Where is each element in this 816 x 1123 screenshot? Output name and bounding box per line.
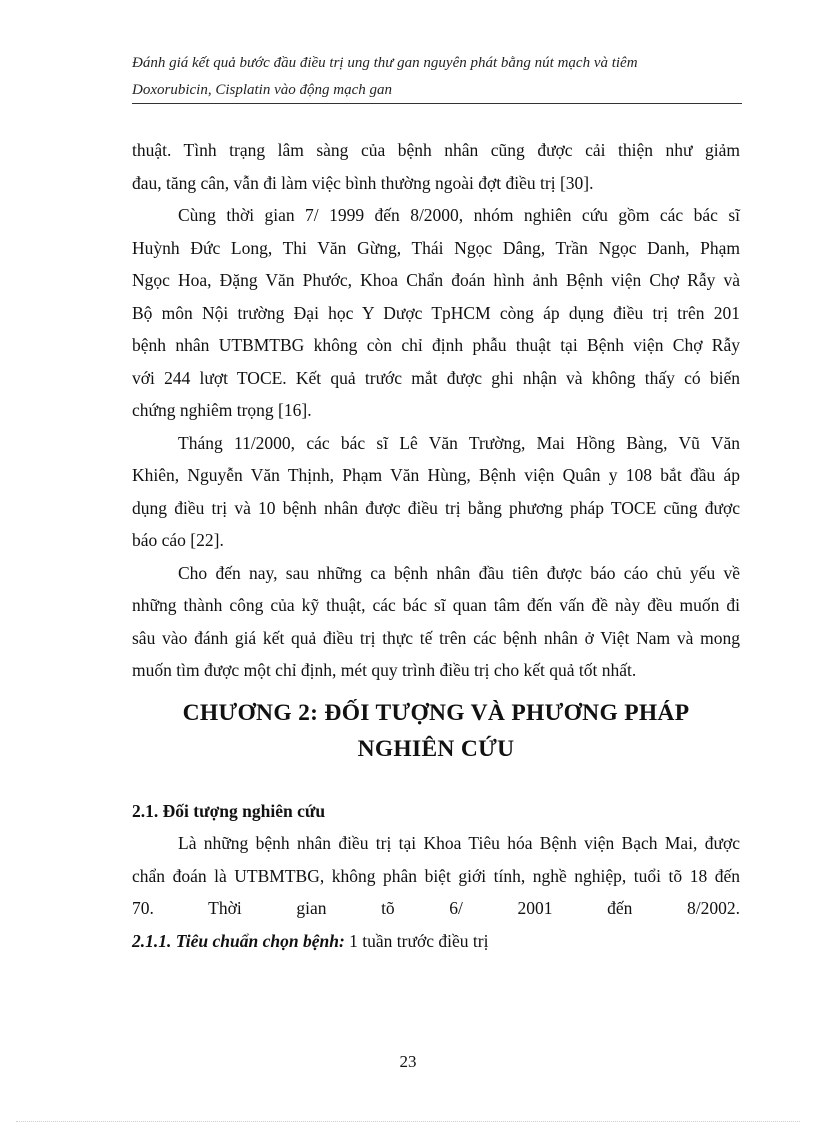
subsection-line xyxy=(132,925,740,958)
subsection-text: 1 tuần trước điều trị xyxy=(344,930,489,951)
header-divider xyxy=(132,103,742,104)
header-line-1: Đánh giá kết quả bước đầu điều trị ung thư gan nguyên phát bằng nút mạch và tiêm xyxy=(132,55,638,71)
paragraph-2-line-2: Huỳnh Đức Long, Thi Văn Gừng, Thái Ngọc Dâng, Trần Ngọc Danh, Phạm xyxy=(132,237,740,258)
chapter-title xyxy=(132,695,740,767)
paragraph-2-line-7: chứng nghiêm trọng [16]. xyxy=(132,400,312,420)
page-number: 23 xyxy=(399,1052,417,1071)
running-header xyxy=(132,50,744,104)
header-line-2: Doxorubicin, Cisplatin vào động mạch gan xyxy=(132,82,392,98)
paragraph-2-line-6: với 244 lượt TOCE. Kết quả trước mắt được ghi nhận và không thấy có biến xyxy=(132,367,740,388)
paragraph-4-line-1: Cho đến nay, sau những ca bệnh nhân đầu tiên được báo cáo chủ yếu về xyxy=(178,562,740,583)
page-bottom-edge xyxy=(16,1121,800,1122)
paragraph-4-line-2: những thành công của kỹ thuật, các bác sĩ quan tâm đến vấn đề này đều muốn đi xyxy=(132,595,740,615)
paragraph-4-line-3: sâu vào đánh giá kết quả điều trị thực tế trên các bệnh nhân ở Việt Nam và mong xyxy=(132,627,740,648)
chapter-title-line-2: NGHIÊN CỨU xyxy=(357,735,515,762)
paragraph-2-line-5: bệnh nhân UTBMTBG không còn chỉ định phẫu thuật tại Bệnh viện Chợ Rẫy xyxy=(132,335,740,355)
paragraph-2-line-4: Bộ môn Nội trường Đại học Y Dược TpHCM còng áp dụng điều trị trên 201 xyxy=(132,302,740,323)
paragraph-3-line-3: dụng điều trị và 10 bệnh nhân được điều trị bằng phương pháp TOCE cũng được xyxy=(132,497,740,518)
paragraph-5-line-3: 70. Thời gian tõ 6/ 2001 đến 8/2002. xyxy=(132,898,740,918)
paragraph-1-line-1: thuật. Tình trạng lâm sàng của bệnh nhân cũng được cải thiện như giảm xyxy=(132,140,740,160)
paragraph-2-line-3: Ngọc Hoa, Đặng Văn Phước, Khoa Chẩn đoán hình ảnh Bệnh viện Chợ Rẫy và xyxy=(132,270,740,290)
paragraph-2-line-1: Cùng thời gian 7/ 1999 đến 8/2000, nhóm nghiên cứu gồm các bác sĩ xyxy=(178,205,740,225)
paragraph-5-line-2: chẩn đoán là UTBMTBG, không phân biệt giới tính, nghề nghiệp, tuổi tõ 18 đến xyxy=(132,865,740,886)
paragraph-1-line-2: đau, tăng cân, vẫn đi làm việc bình thường ngoài đợt điều trị [30]. xyxy=(132,172,594,193)
body-text xyxy=(132,134,740,957)
paragraph-3-line-4: báo cáo [22]. xyxy=(132,530,224,550)
paragraph-4-line-4: muốn tìm được một chỉ định, mét quy trình điều trị cho kết quả tốt nhất. xyxy=(132,660,637,680)
section-heading: 2.1. Đối tượng nghiên cứu xyxy=(132,800,326,821)
paragraph-5-line-1: Là những bệnh nhân điều trị tại Khoa Tiêu hóa Bệnh viện Bạch Mai, được xyxy=(178,833,740,853)
subsection-heading: 2.1.1. Tiêu chuẩn chọn bệnh: xyxy=(132,930,345,951)
paragraph-3-line-2: Khiên, Nguyễn Văn Thịnh, Phạm Văn Hùng, Bệnh viện Quân y 108 bắt đầu áp xyxy=(132,465,740,485)
chapter-title-line-1: CHƯƠNG 2: ĐỐI TƯỢNG VÀ PHƯƠNG PHÁP xyxy=(182,699,690,726)
paragraph-3-line-1: Tháng 11/2000, các bác sĩ Lê Văn Trường, Mai Hồng Bàng, Vũ Văn xyxy=(178,432,740,453)
